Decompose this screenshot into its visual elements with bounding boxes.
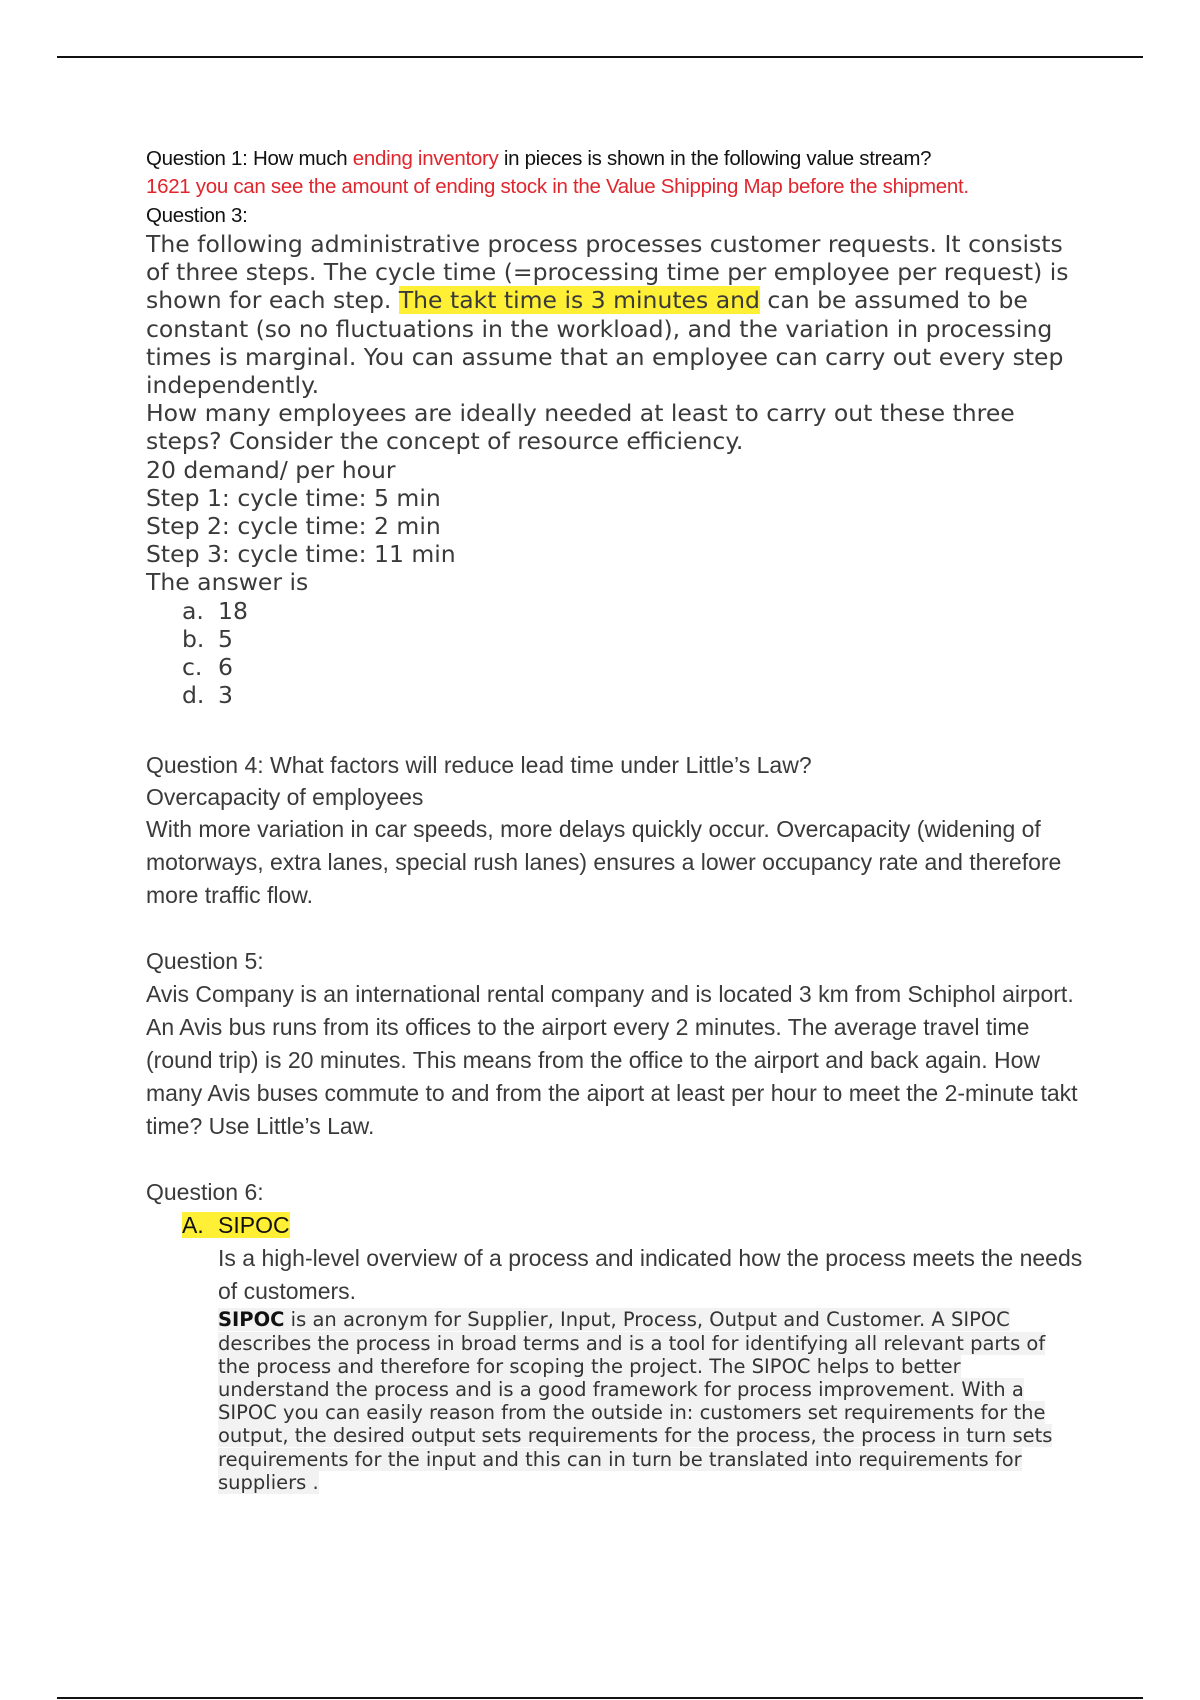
step-3-line: Step 3: cycle time: 11 min <box>146 540 456 569</box>
option-c: c. 6 <box>182 653 233 682</box>
option-a-sipoc: A. SIPOC <box>182 1212 290 1239</box>
header-rule <box>57 56 1143 58</box>
option-a: a. 18 <box>182 596 248 625</box>
footer-rule <box>57 1697 1143 1699</box>
step-2-line: Step 2: cycle time: 2 min <box>146 512 441 541</box>
question-3-body: The following administrative process processes customer requests. It consists of three steps. The cycle time (=processing time per employee per request) is shown for each step. The takt time is 3 minutes and can be assumed to be constant (so no fluctuations in the workload), and the variation in processing times is marginal. You can assume that an employee can carry out every step independently. <box>146 230 1069 400</box>
question-5-body: Avis Company is an international rental company and is located 3 km from Schiphol airport. An Avis bus runs from its offices to the airport every 2 minutes. The average travel time (round trip) is 20 minutes. This means from the office to the airport and back again. How many Avis buses commute to and from the aiport at least per hour to meet the 2-minute takt time? Use Little’s Law. <box>146 981 1078 1140</box>
question-4-explanation: With more variation in car speeds, more delays quickly occur. Overcapacity (widening of motorways, extra lanes, special rush lanes) ensures a lower occupancy rate and therefore more traffic flow. <box>146 816 1062 909</box>
question-1-answer: 1621 you can see the amount of ending stock in the Value Shipping Map before the shipment. <box>146 175 969 198</box>
question-5 <box>146 945 1086 1143</box>
option-b: b. 5 <box>182 624 233 653</box>
question-1 <box>146 145 1086 201</box>
ending-inventory-term: ending inventory <box>352 147 499 170</box>
option-d: d. 3 <box>182 681 233 710</box>
question-4-answer: Overcapacity of employees <box>146 784 424 811</box>
document-body <box>146 145 1086 1494</box>
demand-line: 20 demand/ per hour <box>146 455 396 484</box>
question-4 <box>146 749 1086 912</box>
takt-time-highlight: The takt time is 3 minutes and <box>398 286 760 315</box>
answer-options <box>146 597 1086 710</box>
question-3-prompt: How many employees are ideally needed at least to carry out these three steps? Consider the concept of resource efficiency. <box>146 399 1015 456</box>
question-5-title: Question 5: <box>146 948 264 975</box>
answer-intro: The answer is <box>146 568 309 597</box>
question-3 <box>146 230 1086 709</box>
question-6 <box>146 1176 1086 1494</box>
question-3-title: Question 3: <box>146 204 248 227</box>
step-1-line: Step 1: cycle time: 5 min <box>146 483 441 512</box>
question-6-title: Question 6: <box>146 1179 264 1206</box>
question-1-text: Question 1: How much ending inventory in pieces is shown in the following value stream? <box>146 147 932 170</box>
sipoc-description: Is a high-level overview of a process and indicated how the process meets the needs of customers. <box>218 1245 1083 1305</box>
sipoc-definition: SIPOC is an acronym for Supplier, Input, Process, Output and Customer. A SIPOC describes the process in broad terms and is a tool for identifying all relevant parts of the process and therefore for scoping the project. The SIPOC helps to better understand the process and is a good framework for process improvement. With a SIPOC you can easily reason from the outside in: customers set requirements for the output, the desired output sets requirements for the process, the process in turn sets requirements for the input and this can in turn be translated into requirements for suppliers . <box>218 1308 1053 1494</box>
question-4-title: Question 4: What factors will reduce lead time under Little’s Law? <box>146 752 812 779</box>
